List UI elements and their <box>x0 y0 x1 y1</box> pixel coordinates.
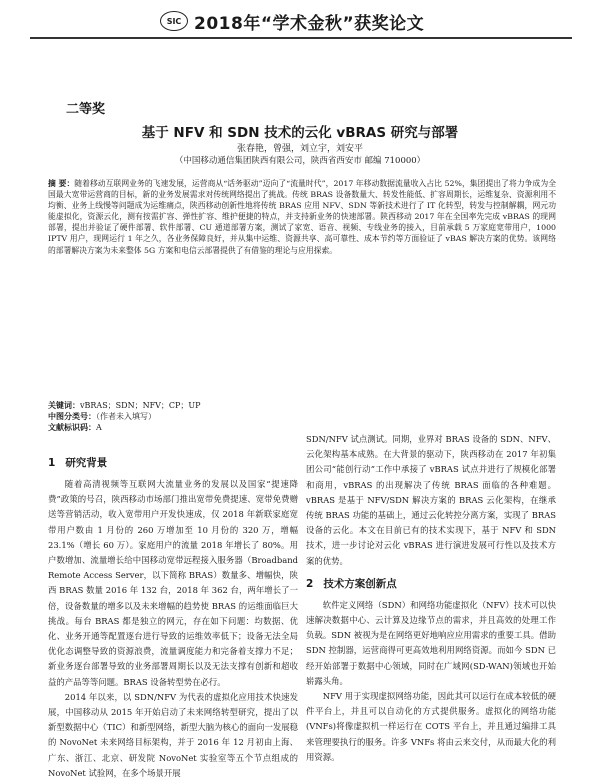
header-rule <box>30 37 572 39</box>
clc-text: （作者未入填写） <box>96 412 156 421</box>
affiliation: （中国移动通信集团陕西有限公司，陕西省西安市 邮编 710000） <box>174 156 426 166</box>
right-column <box>306 432 556 765</box>
clc-label: 中图分类号： <box>48 412 96 421</box>
abstract-label: 摘 要： <box>48 179 75 188</box>
section-2-number: 2 <box>306 577 314 590</box>
sic-logo: SIC <box>160 11 188 31</box>
section-1-paragraph-2: 2014 年以来，以 SDN/NFV 为代表的虚拟化应用技术快速发展，中国移动从 2015 年开始启动了未来网络转型研究，提出了以新型数据中心（TIC）和新型网络，新型大脑为核心的面向一发展稳的 NovoNet 未来网络目标架构，并于 2016 年 12 月初由上海、广东、浙江、北京、研发院 NovoNet 实验室等五个节点组成的 NovoNet 试验网，在多个场景开展 <box>48 691 298 778</box>
section-1-number: 1 <box>48 457 56 469</box>
award-level: 二等奖 <box>66 102 106 117</box>
keywords <box>48 400 556 411</box>
journal-banner <box>160 8 500 34</box>
doc-code-text: A <box>96 423 102 432</box>
section-1-continuation: SDN/NFV 试点测试。同期，业界对 BRAS 设备的 SDN、NFV、云化架构基本成熟。在大背景的驱动下，陕西移动在 2017 年初集团公司“能创行动”工作中承接了 vBRAS 试点并进行了规模化部署和商用，vBRAS 的出现解决了传统 BRAS 面临的各种难题。vBRAS 是基于 NFV/SDN 解决方案的 BRAS 云化架构，在继承传统 BRAS 功能的基础上，通过云化转控分离方案，实现了 BRAS 设备的云化。本文在目前已有的技术实现下，基于 NFV 和 SDN 技术，进一步讨论对云化 vBRAS 进行演进发展可行性以及技术方案的优势。 <box>306 434 556 566</box>
doc-code-label: 文献标识码： <box>48 423 96 432</box>
clc-number <box>48 411 556 422</box>
section-2-heading <box>306 577 556 592</box>
banner-title: 2018年“学术金秋”获奖论文 <box>194 13 425 34</box>
author-list: 张春艳，曾强，刘立宇，刘安平 <box>236 144 363 154</box>
section-1-paragraph-1: 随着高清视频等互联网大流量业务的发展以及国家“提速降费”政策的号召，陕西移动市场部门推出宽带免费提速、宽带免费赠送等营销活动，收入宽带用户开发快速成，仅 2018 年新联家庭宽带用户数由 1 月份的 260 万增加至 10 月份的 320 万，增幅 23.1%（增长 60 万）。家庭用户的流量 2018 年增长了 80%。用户数增加、流量增长给中国移动宽带远程接入服务器（Broadband Remote Access Server，以下简称 BRAS）数量多、增幅快，陕西 BRAS 数量 2016 年 132 台，2018 年 362 台，两年增长了一倍，设备数量的增多以及未来增幅的趋势使 BRAS 的运维面临巨大挑战。每台 BRAS 都是独立的网元，存在如下问题：均数据、优化、业务开通等配置逐台进行导致的运维效率低下；设备无法全局优化态调整导致的资源浪费，流量调度能力和完备着支撑力不足；新业务逐台部署导致的业务部署周期长以及无法支撑有创新和超收益的产品等等问题。BRAS 设备转型势在必行。 <box>48 479 298 687</box>
abstract <box>48 178 556 256</box>
section-2-paragraph-1: 软件定义网络（SDN）和网络功能虚拟化（NFV）技术可以快速解决数据中心、云计算及边缘节点的需求，并且高效的处理工作负载。SDN 被视为是在网络更好地响应应用需求的重要工具。借助 SDN 控制器，运营商得可更高效地利用网络资源。而如今 SDN 已经开始部署于数据中心领域，同时在广域网(SD-WAN)领域也开始崭露头角。 <box>306 599 556 686</box>
keywords-label: 关键词： <box>48 401 80 410</box>
paper-title: 基于 NFV 和 SDN 技术的云化 vBRAS 研究与部署 <box>141 125 459 141</box>
section-1-heading <box>48 456 298 471</box>
abstract-text: 随着移动互联网业务的飞速发展，运营商从“话务驱动”迈向了“流量时代”，2017 年移动数据流量收入占比 52%，集团提出了将力争成为全国最大宽带运营商的目标，新的业务发展需求对传统网络提出了挑战。传统 BRAS 设备数量大、转发性能低、扩容周期长，运维复杂、资源利用不均衡、业务上线慢等问题成为运维痛点，陕西移动创新性地将传统 BRAS 应用 NFV、SDN 等新技术进行了 IT 化转型，转发与控制解耦，网元功能虚拟化，资源云化，测有按需扩容、弹性扩容、维护便捷的特点，并支持新业务的快速部署。陕西移动 2017 年在全国率先完成 vBRAS 的现网部署，提出并验证了硬件部署、软件部署、CU 通道部署方案，测试了家宽、语音、视频、专线业务的接入，目前承载 5 万家庭宽带用户，1000 IPTV 用户，现网运行 1 年之久，各业务保障良好，并从集中运维、资源共享、高可靠性、成本节约等方面验证了 vBAS 解决方案的优势。该网络的部署解决方案为未来整体 5G 方案和电信云部署提供了有借鉴的理论与应用探索。 <box>48 179 556 255</box>
section-1-title: 研究背景 <box>65 457 108 469</box>
section-2-title: 技术方案创新点 <box>323 577 397 590</box>
keywords-text: vBRAS；SDN；NFV；CP；UP <box>80 401 201 410</box>
left-column <box>48 456 298 781</box>
section-2-paragraph-2: NFV 用于实现虚拟网络功能，因此其可以运行在成本较低的硬件平台上，并且可以自动化的方式提供服务。虚拟化的网络功能(VNFs)将像虚拟机一样运行在 COTS 平台上，并且通过编排工具来管理要执行的服务。许多 VNFs 将由云来交付，从而最大化的利用资源。 <box>306 691 556 762</box>
